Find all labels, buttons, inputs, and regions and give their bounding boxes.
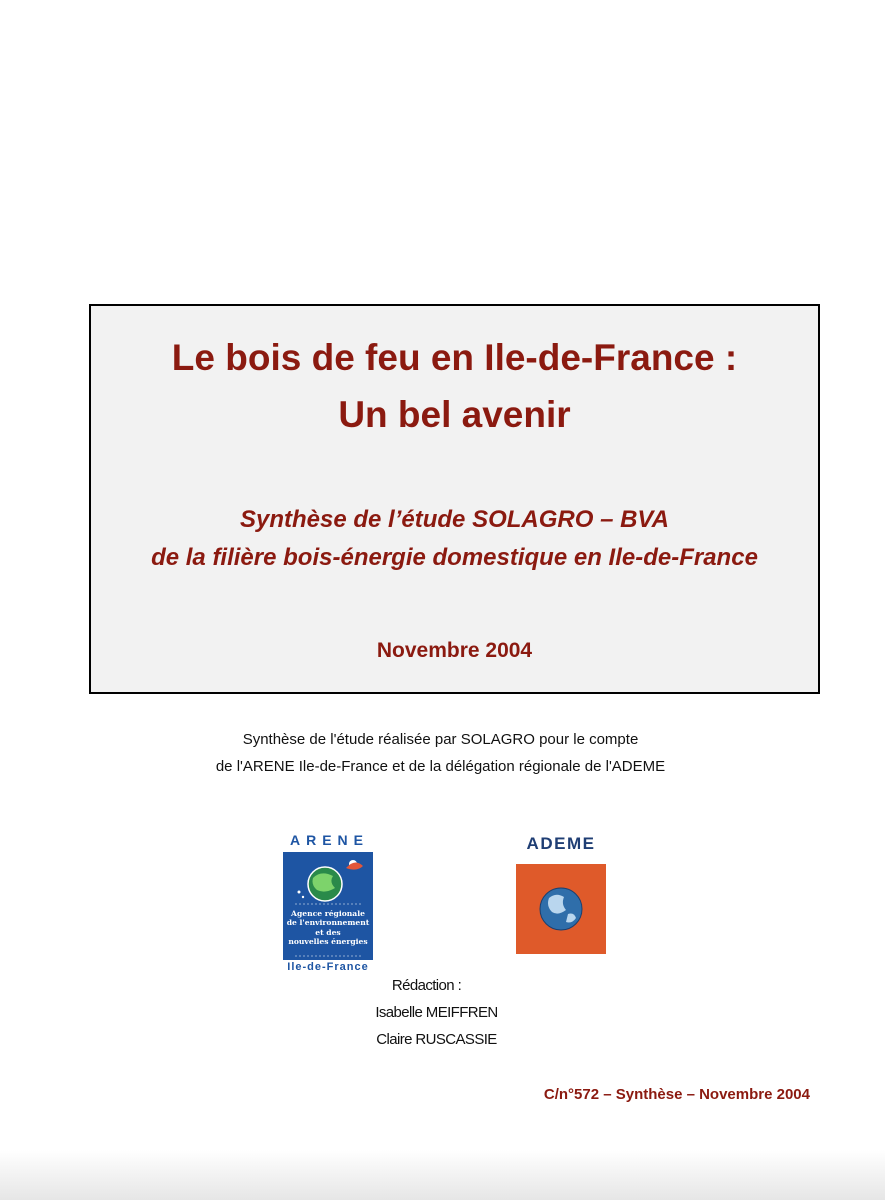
intro-line-1: Synthèse de l'étude réalisée par SOLAGRO pour le compte [242, 731, 639, 748]
document-reference: C/n°572 – Synthèse – Novembre 2004 [543, 1086, 810, 1103]
author-name: Isabelle MEIFFREN [375, 1004, 498, 1021]
title-line-1: Le bois de feu en Ile-de-France : [171, 337, 738, 378]
title-box [89, 304, 820, 694]
credits-label: Rédaction : [391, 977, 462, 994]
arene-text-line: de l'environnement [286, 918, 370, 928]
arene-text-line: Agence régionale [291, 909, 365, 918]
arene-logo-name: ARENE [289, 832, 369, 848]
intro-line-2: de l'ARENE Ile-de-France et de la délégation régionale de l'ADEME [215, 758, 666, 775]
arene-logo-text [283, 909, 373, 947]
title-line-2: Un bel avenir [338, 394, 571, 435]
arene-text-line: et des [315, 927, 341, 937]
arene-logo-box [283, 852, 373, 960]
arene-text-line: nouvelles énergies [288, 937, 368, 947]
ademe-logo-box [516, 864, 606, 954]
subtitle-line-2: de la filière bois-énergie domestique en Ile-de-France [151, 544, 758, 571]
arene-logo-region: Ile-de-France [287, 961, 369, 973]
publication-date: Novembre 2004 [376, 639, 533, 662]
author-name: Claire RUSCASSIE [376, 1031, 497, 1048]
subtitle-line-1: Synthèse de l’étude SOLAGRO – BVA [240, 506, 669, 533]
page-bottom-shadow [0, 1150, 885, 1200]
globe-icon [516, 864, 606, 954]
ademe-logo-name: ADEME [526, 834, 596, 853]
